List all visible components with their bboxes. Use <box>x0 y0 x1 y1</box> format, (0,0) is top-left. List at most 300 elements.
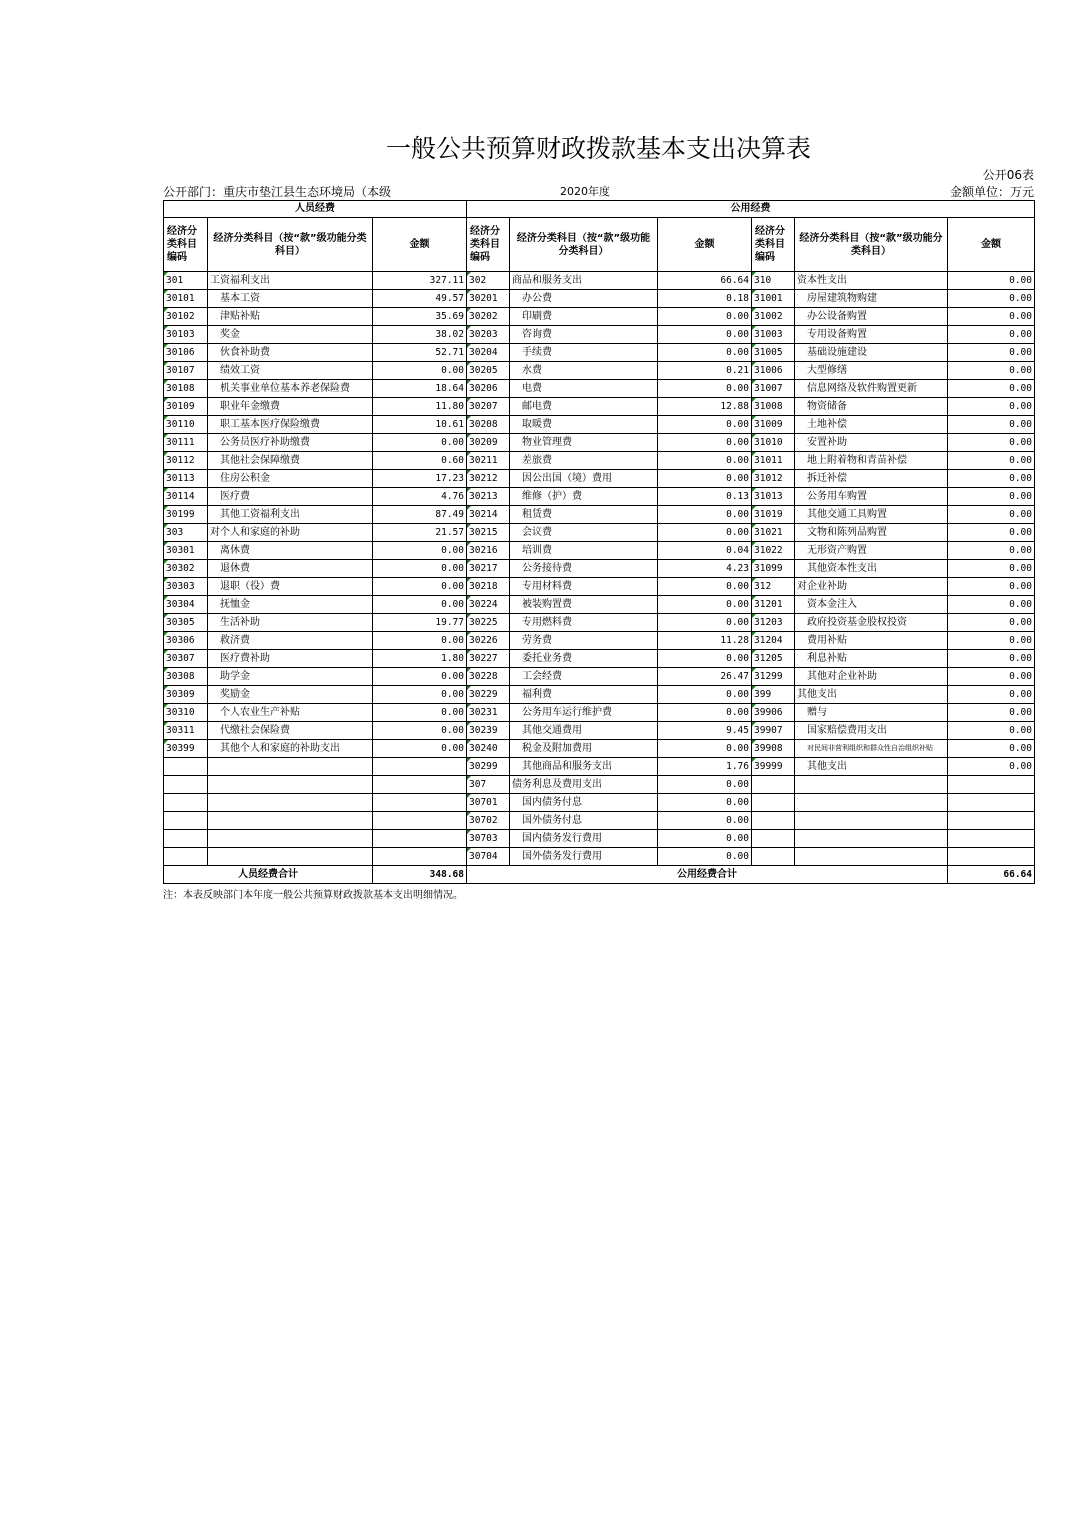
table-row <box>164 614 1035 632</box>
amount-cell <box>948 812 1035 830</box>
item-name-cell: 住房公积金 <box>208 470 373 488</box>
amount-cell: 0.18 <box>658 290 752 308</box>
table-row <box>164 578 1035 596</box>
amount-cell: 0.60 <box>373 452 467 470</box>
amount-cell: 0.21 <box>658 362 752 380</box>
amount-cell: 0.00 <box>948 308 1035 326</box>
item-name-cell <box>208 830 373 848</box>
amount-cell: 0.00 <box>373 686 467 704</box>
code-cell: 30204 <box>467 344 510 362</box>
item-name-cell: 其他支出 <box>795 758 948 776</box>
item-name-cell: 基本工资 <box>208 290 373 308</box>
code-cell: 30107 <box>164 362 208 380</box>
amount-cell: 0.00 <box>948 632 1035 650</box>
amount-cell: 9.45 <box>658 722 752 740</box>
code-cell: 31205 <box>752 650 795 668</box>
amount-cell: 0.00 <box>948 452 1035 470</box>
item-name-cell: 生活补助 <box>208 614 373 632</box>
amount-cell: 49.57 <box>373 290 467 308</box>
item-name-cell: 文物和陈列品购置 <box>795 524 948 542</box>
code-cell: 30209 <box>467 434 510 452</box>
item-name-cell: 医疗费补助 <box>208 650 373 668</box>
header-name: 经济分类科目（按“款”级功能分类科目） <box>795 218 948 272</box>
code-cell: 31021 <box>752 524 795 542</box>
amount-cell: 0.00 <box>948 704 1035 722</box>
code-cell: 30701 <box>467 794 510 812</box>
amount-cell: 0.00 <box>658 794 752 812</box>
code-cell: 31299 <box>752 668 795 686</box>
amount-cell: 52.71 <box>373 344 467 362</box>
item-name-cell: 差旅费 <box>510 452 658 470</box>
table-row <box>164 686 1035 704</box>
table-row <box>164 416 1035 434</box>
item-name-cell: 对民间非营利组织和群众性自治组织补贴 <box>795 740 948 758</box>
amount-cell: 0.00 <box>658 596 752 614</box>
item-name-cell: 房屋建筑物购建 <box>795 290 948 308</box>
code-cell: 30227 <box>467 650 510 668</box>
code-cell <box>164 776 208 794</box>
code-cell: 39906 <box>752 704 795 722</box>
amount-cell <box>373 794 467 812</box>
item-name-cell: 其他社会保障缴费 <box>208 452 373 470</box>
amount-cell: 327.11 <box>373 272 467 290</box>
group-personnel: 人员经费 <box>164 201 467 218</box>
code-cell: 39907 <box>752 722 795 740</box>
code-cell: 31099 <box>752 560 795 578</box>
code-cell: 31008 <box>752 398 795 416</box>
item-name-cell: 专用设备购置 <box>795 326 948 344</box>
amount-cell: 4.23 <box>658 560 752 578</box>
amount-cell: 0.00 <box>948 506 1035 524</box>
amount-cell <box>373 776 467 794</box>
amount-cell: 0.00 <box>658 650 752 668</box>
item-name-cell: 其他资本性支出 <box>795 560 948 578</box>
code-cell: 30239 <box>467 722 510 740</box>
item-name-cell: 基础设施建设 <box>795 344 948 362</box>
item-name-cell: 因公出国（境）费用 <box>510 470 658 488</box>
amount-cell: 0.04 <box>658 542 752 560</box>
code-cell: 39908 <box>752 740 795 758</box>
item-name-cell: 商品和服务支出 <box>510 272 658 290</box>
table-row <box>164 812 1035 830</box>
item-name-cell: 奖金 <box>208 326 373 344</box>
item-name-cell: 专用燃料费 <box>510 614 658 632</box>
item-name-cell: 职工基本医疗保险缴费 <box>208 416 373 434</box>
item-name-cell <box>795 776 948 794</box>
code-cell: 30704 <box>467 848 510 866</box>
item-name-cell: 国内债务付息 <box>510 794 658 812</box>
code-cell: 30310 <box>164 704 208 722</box>
amount-cell: 87.49 <box>373 506 467 524</box>
amount-cell: 0.00 <box>658 614 752 632</box>
amount-cell: 18.64 <box>373 380 467 398</box>
item-name-cell: 奖励金 <box>208 686 373 704</box>
code-cell: 30110 <box>164 416 208 434</box>
expenditure-table <box>163 200 1035 884</box>
amount-cell: 0.00 <box>658 578 752 596</box>
table-body <box>164 272 1035 866</box>
code-cell: 303 <box>164 524 208 542</box>
amount-cell: 0.00 <box>948 362 1035 380</box>
amount-cell: 0.00 <box>948 560 1035 578</box>
department-label: 公开部门：重庆市垫江县生态环境局（本级 <box>163 185 392 199</box>
item-name-cell: 公务员医疗补助缴费 <box>208 434 373 452</box>
personnel-total-label: 人员经费合计 <box>164 866 373 884</box>
code-cell <box>164 848 208 866</box>
item-name-cell: 助学金 <box>208 668 373 686</box>
table-row <box>164 308 1035 326</box>
code-cell: 30103 <box>164 326 208 344</box>
amount-cell <box>373 848 467 866</box>
item-name-cell: 其他商品和服务支出 <box>510 758 658 776</box>
code-cell: 30311 <box>164 722 208 740</box>
amount-cell: 0.00 <box>948 272 1035 290</box>
item-name-cell: 土地补偿 <box>795 416 948 434</box>
amount-cell: 0.00 <box>948 614 1035 632</box>
table-row <box>164 704 1035 722</box>
table-row <box>164 794 1035 812</box>
table-row <box>164 650 1035 668</box>
table-row <box>164 740 1035 758</box>
item-name-cell: 租赁费 <box>510 506 658 524</box>
amount-cell <box>948 776 1035 794</box>
item-name-cell: 培训费 <box>510 542 658 560</box>
fiscal-year: 2020年度 <box>560 185 610 198</box>
amount-cell: 38.02 <box>373 326 467 344</box>
table-row <box>164 326 1035 344</box>
code-cell: 30201 <box>467 290 510 308</box>
item-name-cell: 公务接待费 <box>510 560 658 578</box>
code-cell: 399 <box>752 686 795 704</box>
code-cell: 31005 <box>752 344 795 362</box>
item-name-cell: 工资福利支出 <box>208 272 373 290</box>
table-row <box>164 776 1035 794</box>
code-cell: 30304 <box>164 596 208 614</box>
item-name-cell <box>208 758 373 776</box>
header-amount: 金额 <box>948 218 1035 272</box>
item-name-cell: 其他个人和家庭的补助支出 <box>208 740 373 758</box>
item-name-cell: 其他工资福利支出 <box>208 506 373 524</box>
amount-cell: 0.00 <box>948 722 1035 740</box>
item-name-cell <box>208 794 373 812</box>
item-name-cell: 国外债务付息 <box>510 812 658 830</box>
item-name-cell: 津贴补贴 <box>208 308 373 326</box>
code-cell: 30226 <box>467 632 510 650</box>
code-cell: 31002 <box>752 308 795 326</box>
amount-cell: 0.00 <box>373 740 467 758</box>
code-cell: 30302 <box>164 560 208 578</box>
item-name-cell <box>208 848 373 866</box>
code-cell: 31013 <box>752 488 795 506</box>
item-name-cell: 救济费 <box>208 632 373 650</box>
amount-cell: 0.00 <box>658 470 752 488</box>
header-amount: 金额 <box>658 218 752 272</box>
item-name-cell: 机关事业单位基本养老保险费 <box>208 380 373 398</box>
amount-cell: 0.00 <box>373 578 467 596</box>
code-cell: 30307 <box>164 650 208 668</box>
amount-cell: 0.00 <box>948 470 1035 488</box>
amount-cell: 0.00 <box>948 488 1035 506</box>
item-name-cell: 利息补贴 <box>795 650 948 668</box>
table-row <box>164 380 1035 398</box>
item-name-cell: 对个人和家庭的补助 <box>208 524 373 542</box>
amount-cell: 19.77 <box>373 614 467 632</box>
amount-cell: 0.00 <box>658 416 752 434</box>
amount-cell: 0.00 <box>373 362 467 380</box>
code-cell: 30229 <box>467 686 510 704</box>
code-cell: 310 <box>752 272 795 290</box>
amount-cell <box>948 830 1035 848</box>
item-name-cell <box>795 848 948 866</box>
table-row <box>164 434 1035 452</box>
item-name-cell: 资本性支出 <box>795 272 948 290</box>
amount-cell: 0.00 <box>948 542 1035 560</box>
code-cell: 30199 <box>164 506 208 524</box>
table-row <box>164 560 1035 578</box>
amount-cell: 0.00 <box>658 830 752 848</box>
amount-unit: 金额单位：万元 <box>949 185 1034 199</box>
code-cell: 30702 <box>467 812 510 830</box>
amount-cell: 0.00 <box>373 542 467 560</box>
amount-cell: 0.00 <box>658 848 752 866</box>
item-name-cell: 抚恤金 <box>208 596 373 614</box>
amount-cell <box>948 794 1035 812</box>
code-cell: 39999 <box>752 758 795 776</box>
item-name-cell: 资本金注入 <box>795 596 948 614</box>
code-cell: 30207 <box>467 398 510 416</box>
header-code: 经济分类科目编码 <box>164 218 208 272</box>
code-cell: 31007 <box>752 380 795 398</box>
code-cell: 30303 <box>164 578 208 596</box>
amount-cell: 10.61 <box>373 416 467 434</box>
item-name-cell: 对企业补助 <box>795 578 948 596</box>
table-row <box>164 488 1035 506</box>
code-cell: 31010 <box>752 434 795 452</box>
item-name-cell: 其他支出 <box>795 686 948 704</box>
amount-cell: 0.00 <box>948 398 1035 416</box>
amount-cell: 0.00 <box>948 290 1035 308</box>
amount-cell: 0.00 <box>373 596 467 614</box>
item-name-cell: 办公设备购置 <box>795 308 948 326</box>
item-name-cell: 大型修缮 <box>795 362 948 380</box>
code-cell: 30109 <box>164 398 208 416</box>
item-name-cell: 取暖费 <box>510 416 658 434</box>
item-name-cell: 手续费 <box>510 344 658 362</box>
table-row <box>164 344 1035 362</box>
item-name-cell: 其他交通工具购置 <box>795 506 948 524</box>
code-cell <box>752 830 795 848</box>
amount-cell: 0.00 <box>658 434 752 452</box>
item-name-cell: 邮电费 <box>510 398 658 416</box>
item-name-cell <box>795 812 948 830</box>
code-cell: 30102 <box>164 308 208 326</box>
code-cell: 312 <box>752 578 795 596</box>
amount-cell: 0.00 <box>948 416 1035 434</box>
amount-cell: 0.00 <box>658 308 752 326</box>
code-cell: 31006 <box>752 362 795 380</box>
amount-cell: 1.80 <box>373 650 467 668</box>
item-name-cell: 职业年金缴费 <box>208 398 373 416</box>
item-name-cell: 信息网络及软件购置更新 <box>795 380 948 398</box>
item-name-cell: 公务用车运行维护费 <box>510 704 658 722</box>
amount-cell: 0.00 <box>373 632 467 650</box>
table-row <box>164 758 1035 776</box>
item-name-cell: 绩效工资 <box>208 362 373 380</box>
item-name-cell: 退职（役）费 <box>208 578 373 596</box>
code-cell: 30225 <box>467 614 510 632</box>
item-name-cell: 电费 <box>510 380 658 398</box>
amount-cell: 0.00 <box>658 524 752 542</box>
item-name-cell: 专用材料费 <box>510 578 658 596</box>
amount-cell: 0.00 <box>658 740 752 758</box>
code-cell: 30101 <box>164 290 208 308</box>
code-cell: 31012 <box>752 470 795 488</box>
table-row <box>164 542 1035 560</box>
amount-cell: 0.00 <box>658 452 752 470</box>
code-cell: 31011 <box>752 452 795 470</box>
amount-cell: 4.76 <box>373 488 467 506</box>
item-name-cell <box>208 812 373 830</box>
item-name-cell: 费用补贴 <box>795 632 948 650</box>
code-cell: 31204 <box>752 632 795 650</box>
code-cell: 31203 <box>752 614 795 632</box>
amount-cell: 0.13 <box>658 488 752 506</box>
code-cell: 30231 <box>467 704 510 722</box>
item-name-cell: 被装购置费 <box>510 596 658 614</box>
amount-cell: 0.00 <box>948 740 1035 758</box>
code-cell <box>164 794 208 812</box>
item-name-cell: 政府投资基金股权投资 <box>795 614 948 632</box>
amount-cell: 0.00 <box>948 596 1035 614</box>
table-row <box>164 506 1035 524</box>
public-total-label: 公用经费合计 <box>467 866 948 884</box>
amount-cell: 66.64 <box>658 272 752 290</box>
amount-cell: 0.00 <box>948 668 1035 686</box>
amount-cell: 11.28 <box>658 632 752 650</box>
item-name-cell: 地上附着物和青苗补偿 <box>795 452 948 470</box>
code-cell <box>164 758 208 776</box>
item-name-cell <box>208 776 373 794</box>
item-name-cell: 债务利息及费用支出 <box>510 776 658 794</box>
code-cell: 30309 <box>164 686 208 704</box>
item-name-cell: 劳务费 <box>510 632 658 650</box>
amount-cell: 0.00 <box>658 776 752 794</box>
amount-cell: 0.00 <box>373 560 467 578</box>
amount-cell: 17.23 <box>373 470 467 488</box>
amount-cell: 0.00 <box>658 380 752 398</box>
table-row <box>164 398 1035 416</box>
table-row <box>164 470 1035 488</box>
item-name-cell: 拆迁补偿 <box>795 470 948 488</box>
code-cell <box>752 794 795 812</box>
code-cell <box>752 848 795 866</box>
amount-cell: 0.00 <box>948 434 1035 452</box>
amount-cell: 21.57 <box>373 524 467 542</box>
item-name-cell: 办公费 <box>510 290 658 308</box>
amount-cell: 0.00 <box>948 650 1035 668</box>
amount-cell <box>373 812 467 830</box>
amount-cell: 35.69 <box>373 308 467 326</box>
amount-cell: 0.00 <box>658 506 752 524</box>
report-title: 一般公共预算财政拨款基本支出决算表 <box>385 134 811 163</box>
code-cell: 30106 <box>164 344 208 362</box>
amount-cell: 0.00 <box>948 524 1035 542</box>
header-code: 经济分类科目编码 <box>752 218 795 272</box>
amount-cell: 0.00 <box>658 326 752 344</box>
item-name-cell: 伙食补助费 <box>208 344 373 362</box>
table-row <box>164 848 1035 866</box>
code-cell: 30308 <box>164 668 208 686</box>
item-name-cell: 离休费 <box>208 542 373 560</box>
item-name-cell: 会议费 <box>510 524 658 542</box>
code-cell: 31003 <box>752 326 795 344</box>
amount-cell: 0.00 <box>658 344 752 362</box>
amount-cell: 0.00 <box>658 812 752 830</box>
item-name-cell: 国内债务发行费用 <box>510 830 658 848</box>
code-cell: 30205 <box>467 362 510 380</box>
table-row <box>164 596 1035 614</box>
item-name-cell <box>795 794 948 812</box>
amount-cell: 0.00 <box>373 668 467 686</box>
code-cell: 30111 <box>164 434 208 452</box>
item-name-cell: 维修（护）费 <box>510 488 658 506</box>
code-cell: 31201 <box>752 596 795 614</box>
header-code: 经济分类科目编码 <box>467 218 510 272</box>
amount-cell: 0.00 <box>373 704 467 722</box>
table-row <box>164 632 1035 650</box>
item-name-cell: 国外债务发行费用 <box>510 848 658 866</box>
item-name-cell: 公务用车购置 <box>795 488 948 506</box>
item-name-cell: 咨询费 <box>510 326 658 344</box>
code-cell: 30240 <box>467 740 510 758</box>
item-name-cell: 印刷费 <box>510 308 658 326</box>
code-cell: 30306 <box>164 632 208 650</box>
code-cell: 30215 <box>467 524 510 542</box>
code-cell <box>752 776 795 794</box>
code-cell: 31001 <box>752 290 795 308</box>
code-cell: 307 <box>467 776 510 794</box>
code-cell: 30217 <box>467 560 510 578</box>
amount-cell <box>373 830 467 848</box>
item-name-cell <box>795 830 948 848</box>
amount-cell: 0.00 <box>948 686 1035 704</box>
code-cell: 30224 <box>467 596 510 614</box>
code-cell: 30216 <box>467 542 510 560</box>
code-cell: 30228 <box>467 668 510 686</box>
table-row <box>164 668 1035 686</box>
item-name-cell: 安置补助 <box>795 434 948 452</box>
table-row <box>164 452 1035 470</box>
item-name-cell: 水费 <box>510 362 658 380</box>
table-row <box>164 524 1035 542</box>
item-name-cell: 代缴社会保险费 <box>208 722 373 740</box>
code-cell: 30112 <box>164 452 208 470</box>
amount-cell: 0.00 <box>948 344 1035 362</box>
amount-cell: 11.80 <box>373 398 467 416</box>
code-cell: 30108 <box>164 380 208 398</box>
item-name-cell: 个人农业生产补贴 <box>208 704 373 722</box>
item-name-cell: 医疗费 <box>208 488 373 506</box>
code-cell: 30208 <box>467 416 510 434</box>
amount-cell: 1.76 <box>658 758 752 776</box>
code-cell <box>164 830 208 848</box>
code-cell: 30213 <box>467 488 510 506</box>
code-cell: 31019 <box>752 506 795 524</box>
item-name-cell: 工会经费 <box>510 668 658 686</box>
code-cell: 30212 <box>467 470 510 488</box>
code-cell: 30113 <box>164 470 208 488</box>
totals-row <box>164 866 1035 884</box>
